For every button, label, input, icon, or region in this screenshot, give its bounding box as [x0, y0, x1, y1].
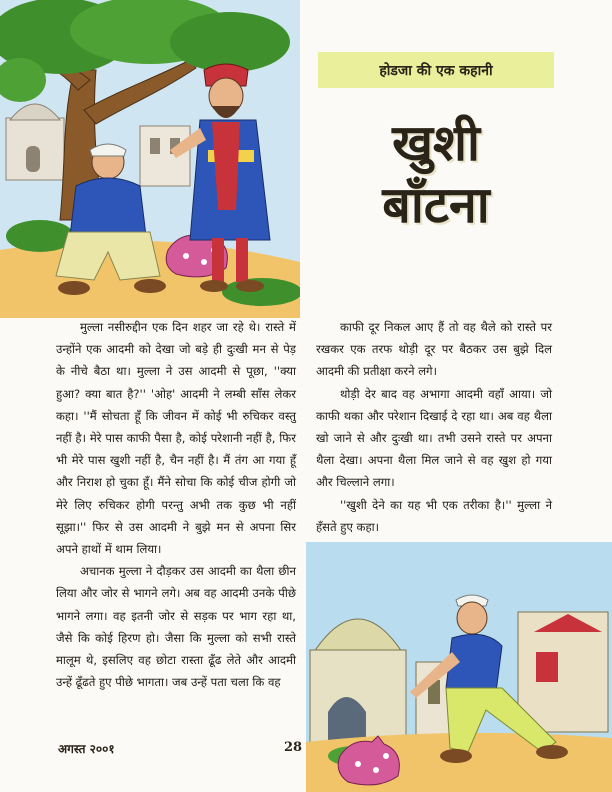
- series-label: होडजा की एक कहानी: [379, 62, 493, 79]
- title-line-1: खुशी: [392, 114, 480, 172]
- paragraph: काफी दूर निकल आए हैं तो वह थैले को रास्ते पर रखकर एक तरफ थोड़ी दूर पर बैठकर उस बुझे दिल आदमी की प्रतीक्षा करने लगे।: [316, 320, 552, 379]
- paragraph: ''खुशी देने का यह भी एक तरीका है।'' मुल्ला ने हँसते हुए कहा।: [316, 497, 552, 534]
- series-banner: [318, 52, 554, 88]
- story-illustration-bottom: [306, 542, 612, 792]
- story-column-left: [56, 316, 296, 693]
- paragraph: अचानक मुल्ला ने दौड़कर उस आदमी का थैला छीन लिया और जोर से भागने लगे। अब वह आदमी उनके पीछे भागने लगा। वह इतनी जोर से सड़क पर भाग रहा था, जैसे कि कोई हिरण हो। जैसा कि मुल्ला को सभी रास्ते मालूम थे, इसलिए वह छोटा रास्ता ढूँढ लेते और आदमी उन्हें ढूँढते हुए पीछे भागता। जब उन्हें पता चला कि वह: [56, 564, 296, 690]
- issue-date: अगस्त २००१: [58, 742, 115, 756]
- story-illustration-top: [0, 0, 300, 318]
- title-line-2: बाँटना: [382, 176, 490, 234]
- paragraph: थोड़ी देर बाद वह अभागा आदमी वहाँ आया। जो काफी थका और परेशान दिखाई दे रहा था। अब वह थैला खो जाने से और दुःखी था। तभी उसने रास्ते पर अपना थैला देखा। अपना थैला मिल जाने से वह खुश हो गया और चिल्लाने लगा।: [316, 386, 552, 490]
- story-title: [318, 112, 554, 236]
- page-number: 28: [284, 740, 303, 755]
- story-column-right: [316, 316, 552, 538]
- paragraph: मुल्ला नसीरुद्दीन एक दिन शहर जा रहे थे। रास्ते में उन्होंने एक आदमी को देखा जो बड़े ही दुःखी मन से पेड़ के नीचे बैठा था। मुल्ला ने उस आदमी से पूछा, ''क्या हुआ? क्या बात है?'' 'ओह' आदमी ने लम्बी साँस लेकर कहा। ''मैं सोचता हूँ कि जीवन में कोई भी रुचिकर वस्तु नहीं है। मेरे पास काफी पैसा है, कोई परेशानी नहीं है, फिर भी मेरे पास खुशी नहीं है, चैन नहीं है। मैं तंग आ गया हूँ और निराश हो चुका हूँ। मैंने सोचा कि कोई चीज होगी जो मेरे लिए रुचिकर होगी परन्तु अभी तक कुछ भी नहीं सूझा।'' फिर से उस आदमी ने बुझे मन से अपना सिर अपने हाथों में थाम लिया।: [56, 320, 296, 557]
